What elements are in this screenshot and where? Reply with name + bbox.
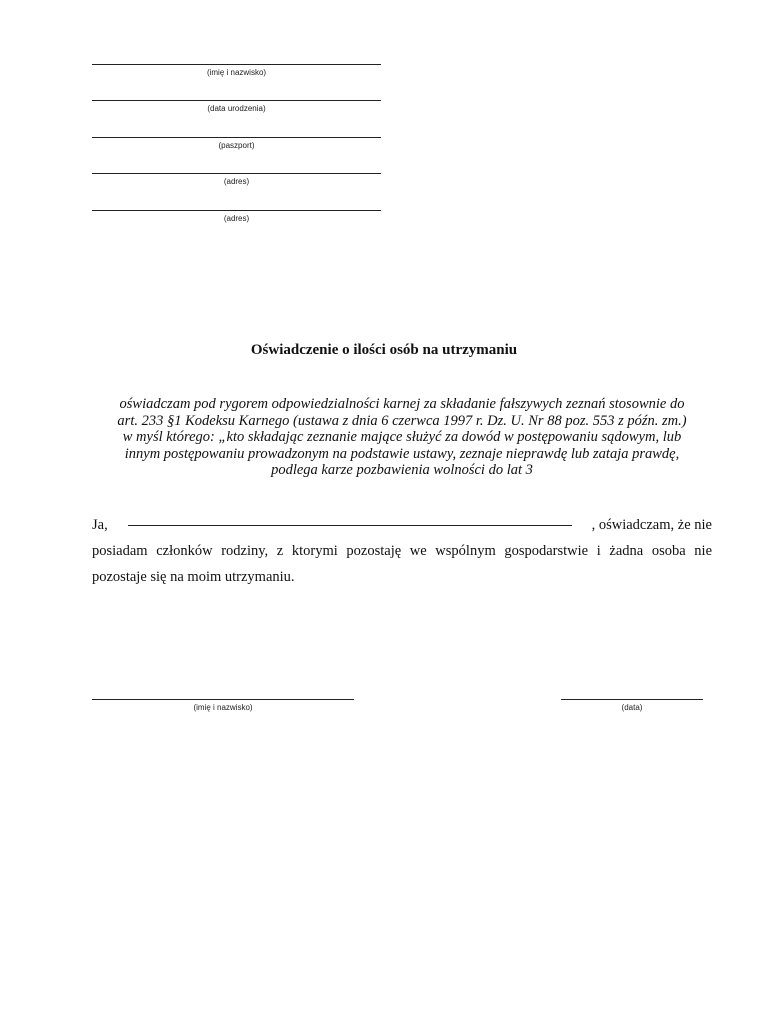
signature-date-line [561, 699, 703, 700]
signature-date-field[interactable] [561, 699, 703, 713]
address-caption-1: (adres) [223, 177, 250, 186]
name-field[interactable] [92, 64, 381, 78]
name-line [92, 64, 381, 65]
address-line-1 [92, 173, 381, 174]
birth-date-caption: (data urodzenia) [207, 104, 266, 113]
declarant-name-blank[interactable] [128, 525, 572, 526]
signature-date-caption: (data) [621, 703, 643, 712]
address-caption-2: (adres) [223, 214, 250, 223]
legal-notice [92, 396, 712, 479]
declaration-line-2: posiadam członków rodziny, z ktorymi pozostaję we wspólnym gospodarstwie i żadna osoba nie [92, 543, 712, 559]
document-title: Oświadczenie o ilości osób na utrzymaniu [250, 342, 518, 358]
notice-line-1: oświadczam pod rygorem odpowiedzialności karnej za składanie fałszywych zeznań stosownie do [119, 396, 685, 412]
signature-name-caption: (imię i nazwisko) [193, 703, 253, 712]
notice-line-5: podlega karze pozbawienia wolności do lat 3 [271, 462, 533, 479]
birth-date-line [92, 100, 381, 101]
notice-line-2: art. 233 §1 Kodeksu Karnego (ustawa z dnia 6 czerwca 1997 r. Dz. U. Nr 88 poz. 553 z późn. zm.) [117, 412, 687, 429]
declaration-statement-start: , oświadczam, że nie [591, 517, 712, 533]
address-field-2[interactable] [92, 210, 381, 224]
declaration-line-1 [92, 512, 712, 538]
address-field-1[interactable] [92, 173, 381, 187]
passport-caption: (paszport) [218, 141, 255, 150]
signature-name-field[interactable] [92, 699, 354, 713]
notice-line-4: innym postępowaniu prowadzonym na podstawie ustawy, zeznaje nieprawdę lub zataja prawdę, [124, 445, 680, 462]
passport-line [92, 137, 381, 138]
address-line-2 [92, 210, 381, 211]
ja-label: Ja, [92, 517, 108, 533]
passport-field[interactable] [92, 137, 381, 151]
declaration-line-3: pozostaje się na moim utrzymaniu. [92, 569, 295, 585]
notice-line-3: w myśl którego: „kto składając zeznanie mające służyć za dowód w postępowaniu sądowym, lub [122, 429, 682, 446]
signature-name-line [92, 699, 354, 700]
declaration-paragraph [92, 512, 712, 590]
name-caption: (imię i nazwisko) [206, 68, 267, 77]
birth-date-field[interactable] [92, 100, 381, 114]
